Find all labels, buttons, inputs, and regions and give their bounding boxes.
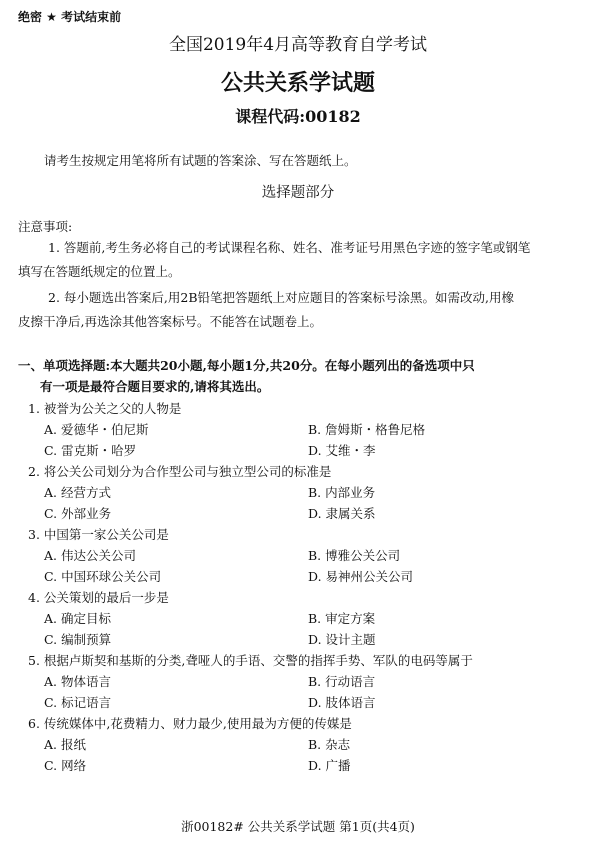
answer-instruction: 请考生按规定用笔将所有试题的答案涂、写在答题纸上。 (44, 153, 357, 168)
notes-heading: 注意事项: (18, 219, 73, 234)
question-stem: 2. 将公关公司划分为合作型公司与独立型公司的标准是 (28, 464, 332, 479)
note-item-line: 填写在答题纸规定的位置上。 (18, 264, 181, 279)
option-b: B. 杂志 (308, 737, 351, 752)
confidential-label: 绝密 ★ 考试结束前 (18, 10, 122, 24)
option-d: D. 易神州公关公司 (308, 569, 414, 584)
option-c: C. 网络 (44, 758, 87, 773)
option-b: B. 审定方案 (308, 611, 376, 626)
option-a: A. 物体语言 (44, 674, 111, 689)
question-stem: 5. 根据卢斯契和基斯的分类,聋哑人的手语、交警的指挥手势、军队的电码等属于 (28, 653, 473, 668)
option-c: C. 编制预算 (44, 632, 112, 647)
question-stem: 3. 中国第一家公关公司是 (28, 527, 169, 542)
option-d: D. 设计主题 (308, 632, 376, 647)
option-b: B. 博雅公关公司 (308, 548, 401, 563)
option-a: A. 伟达公关公司 (44, 548, 136, 563)
course-code: 课程代码:00182 (235, 107, 361, 126)
option-c: C. 中国环球公关公司 (44, 569, 162, 584)
note-item-line: 皮擦干净后,再选涂其他答案标号。不能答在试题卷上。 (18, 314, 322, 329)
question-stem: 6. 传统媒体中,花费精力、财力最少,使用最为方便的传媒是 (28, 716, 352, 731)
option-a: A. 爱德华・伯尼斯 (44, 422, 149, 437)
option-c: C. 外部业务 (44, 506, 112, 521)
option-a: A. 报纸 (44, 737, 86, 752)
note-item-line: 2. 每小题选出答案后,用2B铅笔把答题纸上对应题目的答案标号涂黑。如需改动,用橡 (48, 290, 514, 305)
option-a: A. 确定目标 (44, 611, 111, 626)
part-one-heading-line: 有一项是最符合题目要求的,请将其选出。 (40, 379, 270, 394)
option-b: B. 詹姆斯・格鲁尼格 (308, 422, 426, 437)
question-stem: 4. 公关策划的最后一步是 (28, 590, 169, 605)
option-b: B. 行动语言 (308, 674, 376, 689)
note-item (18, 236, 530, 284)
paper-title: 公共关系学试题 (220, 70, 375, 96)
note-item-line: 1. 答题前,考生务必将自己的考试课程名称、姓名、准考证号用黑色字迹的签字笔或钢笔 (48, 240, 531, 255)
note-item (18, 286, 514, 334)
option-c: C. 标记语言 (44, 695, 112, 710)
question-stem: 1. 被誉为公关之父的人物是 (28, 401, 182, 416)
section-title: 选择题部分 (261, 185, 335, 201)
option-c: C. 雷克斯・哈罗 (44, 443, 137, 458)
part-one-heading-line: 一、单项选择题:本大题共20小题,每小题1分,共20分。在每小题列出的备选项中只 (18, 358, 475, 373)
option-d: D. 艾维・李 (308, 443, 376, 458)
option-a: A. 经营方式 (44, 485, 111, 500)
page-footer: 浙00182# 公共关系学试题 第1页(共4页) (181, 819, 415, 834)
part-one-heading (18, 355, 475, 397)
option-d: D. 广播 (308, 758, 351, 773)
option-d: D. 肢体语言 (308, 695, 376, 710)
exam-line: 全国2019年4月高等教育自学考试 (168, 35, 428, 55)
option-b: B. 内部业务 (308, 485, 376, 500)
option-d: D. 隶属关系 (308, 506, 376, 521)
